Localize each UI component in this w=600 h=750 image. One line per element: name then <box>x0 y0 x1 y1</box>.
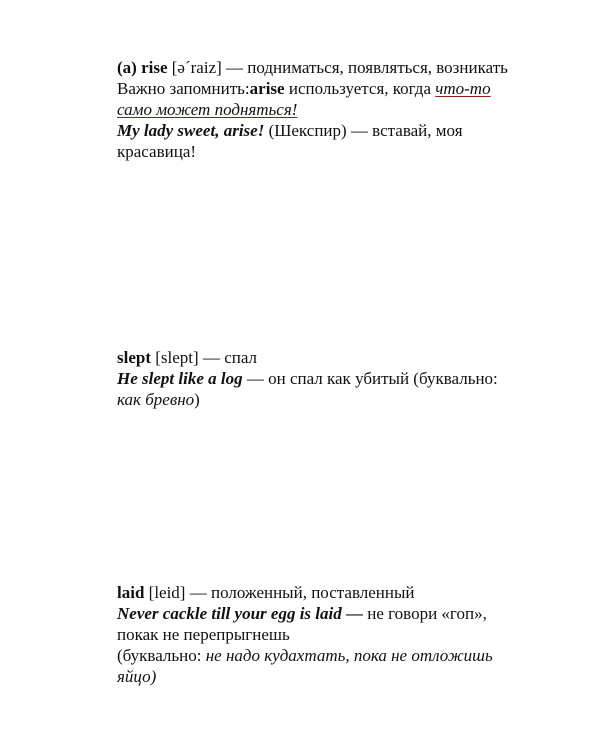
entry-slept-example <box>117 368 517 410</box>
transcription: [slept] <box>155 348 199 367</box>
translation: — подниматься, появляться, возникать <box>221 58 508 77</box>
entry-laid-definition <box>117 582 517 603</box>
example-rest: (Шекспир) — вставай, моя красавица! <box>117 121 463 161</box>
translation: — положенный, поставленный <box>185 583 415 602</box>
headword: laid <box>117 583 145 602</box>
transcription: [əˊraiz] <box>171 58 222 77</box>
literal-prefix: (буквально: <box>117 646 206 665</box>
entry-laid <box>117 582 517 687</box>
example-literal: как бревно <box>117 390 195 409</box>
entry-rise-example <box>117 120 517 162</box>
example-phrase: My lady sweet, arise! <box>117 121 265 140</box>
entry-laid-literal <box>117 645 517 687</box>
entry-rise-note <box>117 78 517 120</box>
literal-text: не надо кудахтать, пока не отложишь яйцо) <box>117 646 493 686</box>
entry-slept <box>117 347 517 410</box>
transcription: [leid] <box>148 583 186 602</box>
example-translation: — он спал как убитый (буквально: <box>242 369 498 388</box>
entry-slept-definition <box>117 347 517 368</box>
note-underlined: что-то само может подняться! <box>117 79 491 119</box>
note-middle: используется, когда <box>284 79 436 98</box>
entry-laid-example <box>117 603 517 645</box>
example-translation: не говори «гоп», покак не перепрыгнешь <box>117 604 487 644</box>
example-close: ) <box>194 390 200 409</box>
translation: — спал <box>198 348 258 367</box>
entry-rise-definition <box>117 57 517 78</box>
example-phrase: He slept like a log <box>117 369 243 388</box>
example-phrase: Never cackle till your egg is laid — <box>117 604 363 623</box>
entry-rise <box>117 57 517 162</box>
headword: slept <box>117 348 151 367</box>
headword: (a) rise <box>117 58 168 77</box>
note-word: arise <box>249 79 285 98</box>
note-prefix: Важно запомнить: <box>117 79 250 98</box>
